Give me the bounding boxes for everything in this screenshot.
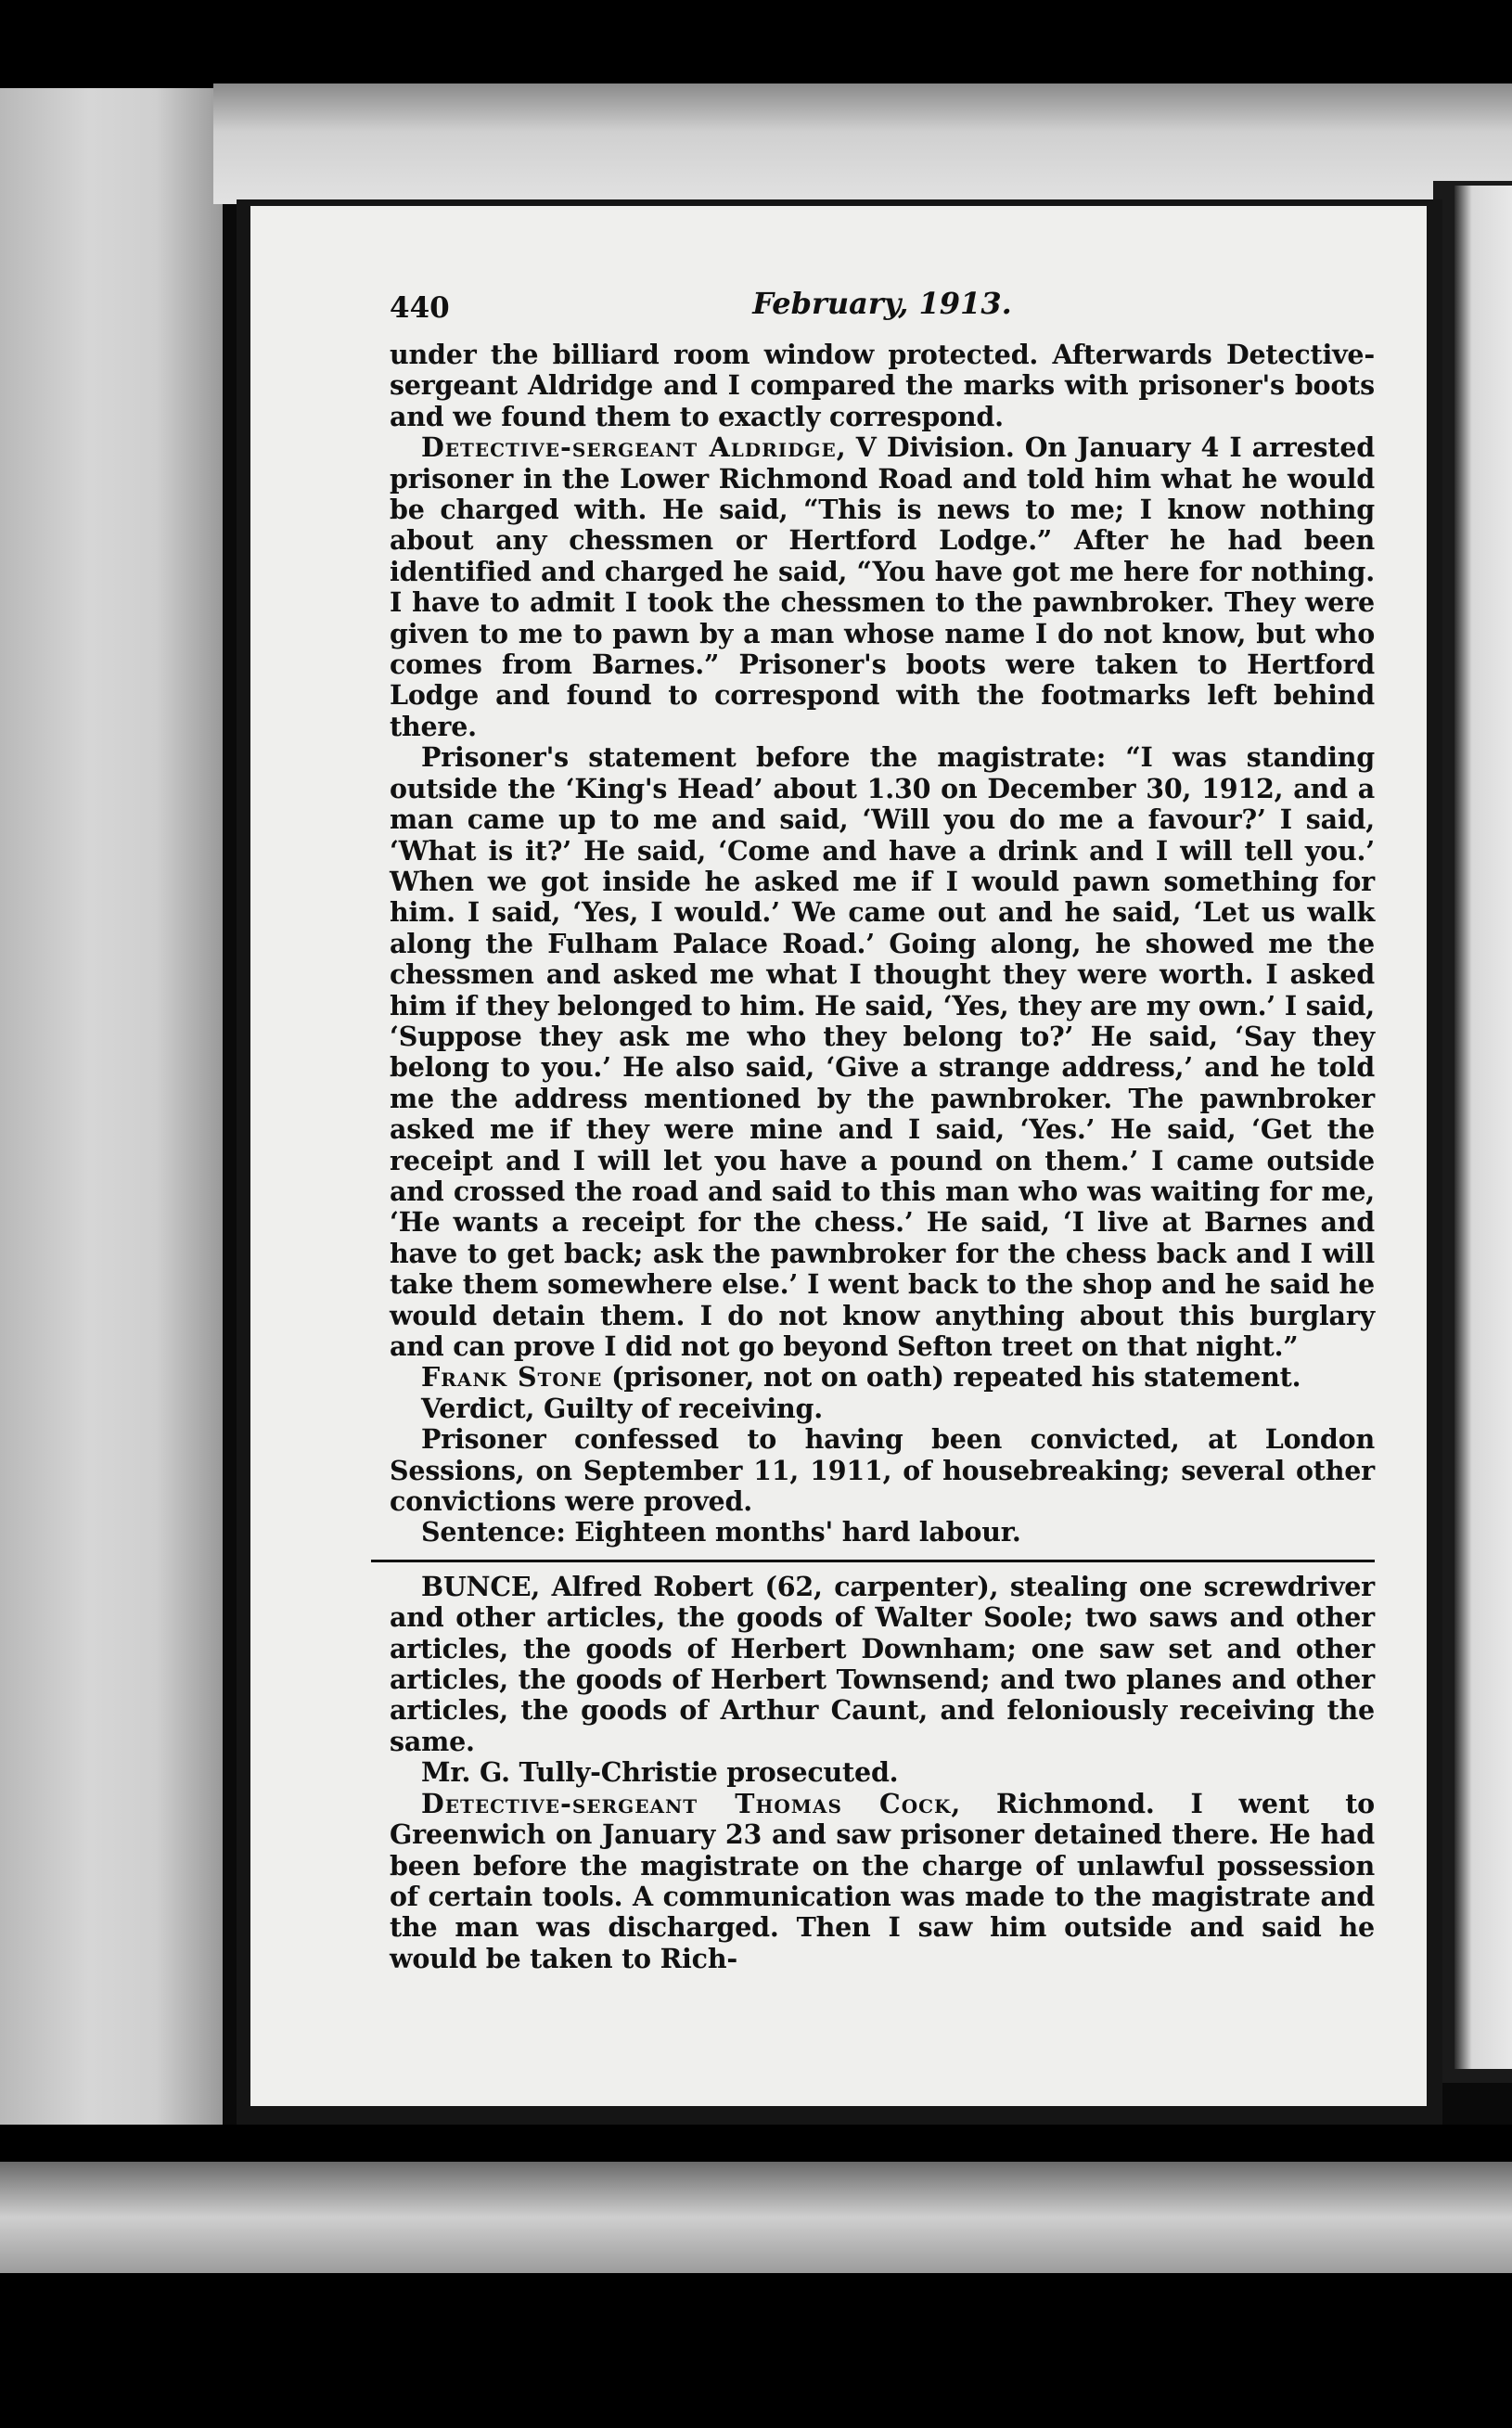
paragraph — [390, 432, 1375, 742]
scan-bottom-border — [0, 2125, 1512, 2162]
page-number: 440 — [390, 291, 450, 325]
next-page-edge — [1454, 186, 1512, 2069]
paragraph — [390, 1789, 1375, 1974]
running-head: February, 1913. — [752, 286, 1012, 321]
paragraph: under the billiard room window protected. Afterwards Detective-sergeant Aldridge and I compared the marks with prisoner's boots and we found them to exactly correspond. — [390, 339, 1375, 432]
verdict: Verdict, Guilty of receiving. — [421, 1392, 823, 1424]
section-divider — [371, 1560, 1375, 1562]
paragraph: Mr. G. Tully-Christie prosecuted. — [421, 1756, 899, 1789]
paragraph-text: , Alfred Robert (62, carpenter), stealing one screwdriver and other articles, the goods of Walter Soole; two saws and other articles, the goods of Herbert Downham; one saw set and other articles, the goods of Herbert Townsend; and two planes and other articles, the goods of Arthur Caunt, and feloniously receiving the same. — [390, 1570, 1375, 1757]
witness-name: Detective-sergeant Thomas Cock — [421, 1787, 952, 1819]
witness-name: Detective-sergeant Aldridge — [421, 431, 837, 464]
paragraph-text: (prisoner, not on oath) repeated his statement. — [602, 1361, 1301, 1394]
case-heading — [390, 1572, 1375, 1757]
page-header — [390, 282, 1375, 334]
page-fold-top — [213, 84, 1512, 204]
facing-page-edge — [0, 88, 223, 2203]
sentence: Sentence: Eighteen months' hard labour. — [421, 1516, 1021, 1548]
book-page — [250, 206, 1427, 2106]
paragraph: Prisoner confessed to having been convicted, at London Sessions, on September 11, 1911, of housebreaking; several other convictions were proved. — [390, 1423, 1375, 1518]
scan-bottom-margin — [0, 2273, 1512, 2428]
defendant-name: BUNCE — [421, 1570, 532, 1602]
book-bottom-edge — [0, 2162, 1512, 2273]
paragraph-text: , V Division. On January 4 I arrested prisoner in the Lower Richmond Road and told him what he would be charged with. He said, “This is news to me; I know nothing about any chessmen or Hertford Lodge.” After he had been identified and charged he said, “You have got me here for nothing. I have to admit I took the chessmen to the pawnbroker. They were given to me to pawn by a man whose name I do not know, but who comes from Barnes.” Prisoner's boots were taken to Hertford Lodge and found to correspond with the footmarks left behind there. — [390, 431, 1376, 742]
paragraph: Prisoner's statement before the magistrate: “I was standing outside the ‘King's Head’ about 1.30 on December 30, 1912, and a man came up to me and said, ‘Will you do me a favour?’ I said, ‘What is it?’ He said, ‘Come and have a drink and I will tell you.’ When we got inside he asked me if I would pawn something for him. I said, ‘Yes, I would.’ We came out and he said, ‘Let us walk along the Fulham Palace Road.’ Going along, he showed me the chessmen and asked me what I thought they were worth. I asked him if they belonged to him. He said, ‘Yes, they are my own.’ I said, ‘Suppose they ask me who they belong to?’ He said, ‘Say they belong to you.’ He also said, ‘Give a strange address,’ and he told me the address mentioned by the pawnbroker. The pawnbroker asked me if they were mine and I said, ‘Yes.’ He said, ‘Get the receipt and I will let you have a pound on them.’ I came outside and crossed the road and said to this man who was waiting for me, ‘He wants a receipt for the chess.’ He said, ‘I live at Barnes and have to get back; ask the pawnbroker for the chess back and I will take them somewhere else.’ I went back to the shop and he said he would detain them. I do not know anything about this burglary and can prove I did not go beyond Sefton treet on that night.” — [390, 741, 1375, 1362]
paragraph-text: , Richmond. I went to Greenwich on January 23 and saw prisoner detained there. He had been before the magistrate on the charge of unlawful possession of certain tools. A communication was made to the magistrate and the man was discharged. Then I saw him outside and said he would be taken to Rich- — [390, 1787, 1375, 1974]
witness-name: Frank Stone — [421, 1361, 603, 1394]
scan-top-border — [0, 0, 1512, 88]
paragraph — [390, 1362, 1375, 1393]
